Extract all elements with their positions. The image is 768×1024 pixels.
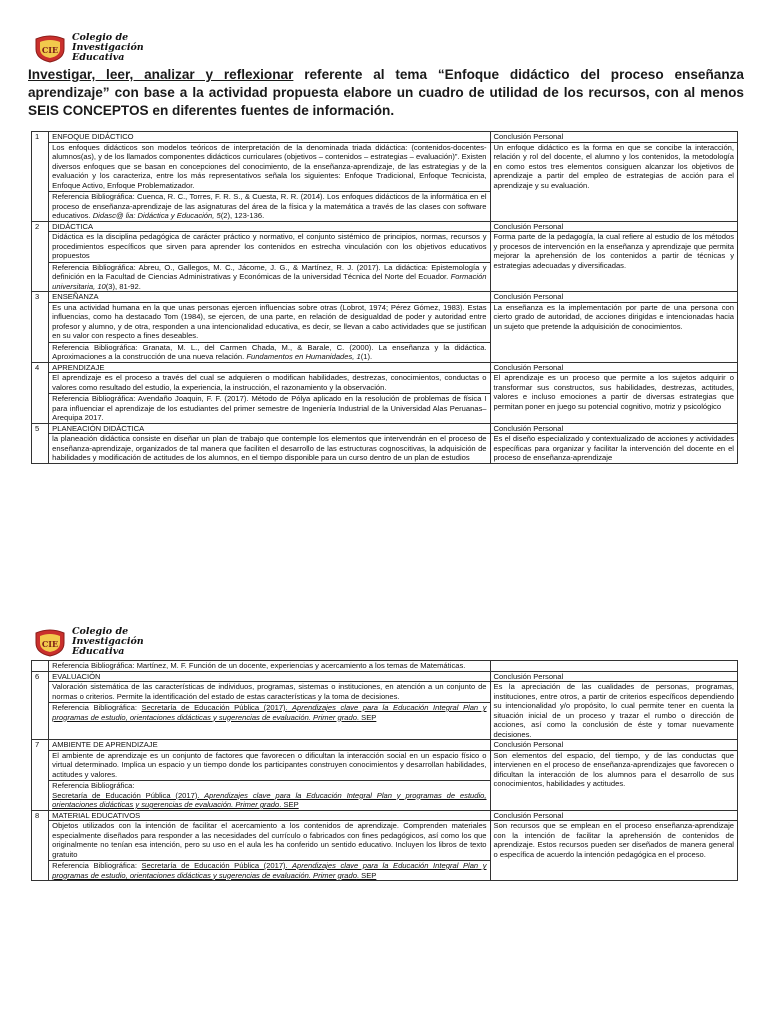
table-row [32, 434, 738, 464]
reference-link[interactable]: Secretaría de Educación Pública (2017). [141, 861, 288, 870]
reference: Referencia Bibliográfica: Secretaría de Educación Pública (2017). Aprendizajes clave para la Educación Integral Plan y programas de estudio, orientaciones didácticas y sugerencias de evaluación. Primer grado. SEP [49, 860, 489, 880]
seal-icon [32, 33, 68, 63]
school-logo [32, 33, 144, 63]
concept-definition: El aprendizaje es el proceso a través del cual se adquieren o modifican habilidades, destrezas, conocimientos, conductas o valores como resultado del estudio, la experiencia, la instrucción, el razonamiento y la observación. [52, 373, 487, 392]
concept-title: EVALUACIÓN [49, 671, 490, 682]
svg-text:CIE: CIE [41, 639, 59, 649]
concept-title: ENFOQUE DIDÁCTICO [49, 132, 490, 143]
table-row [32, 302, 738, 362]
logo-line-3: Educativa [72, 646, 125, 657]
conclusion-text: El aprendizaje es un proceso que permite a los sujetos adquirir o transformar sus constructos, sus habilidades, destrezas, actitudes, valores e incluso emociones a partir de diversas estrategias que permitan poner en juego su potencial cognitivo, motriz y psicológico [490, 373, 737, 424]
concept-title: MATERIAL EDUCATIVOS [49, 810, 490, 821]
table-row [32, 362, 738, 373]
concept-definition: Valoración sistemática de las características de individuos, programas, sistemas o instituciones, en atención a un conjunto de normas o criterios. Permite la identificación del estado de estas características y la toma de decisiones. [52, 682, 487, 701]
table-row [32, 423, 738, 434]
table-row [32, 810, 738, 821]
concept-body [49, 373, 490, 424]
row-number: 3 [32, 292, 49, 363]
concept-title: PLANEACIÓN DIDÁCTICA [49, 423, 490, 434]
table-row [32, 750, 738, 810]
table-row [32, 682, 738, 740]
concept-definition: la planeación didáctica consiste en diseñar un plan de trabajo que contemple los elementos que intervendrán en el proceso de enseñanza-aprendizaje, organizados de tal manera que faciliten el desarrollo de las estructuras cognoscitivas, la adquisición de habilidades y modificación de actitudes de los alumnos, en el tiempo disponible para un curso dentro de un plan de estudios [49, 434, 490, 464]
reference: Referencia Bibliográfica: Cuenca, R. C., Torres, F. R. S., & Cuesta, R. R. (2014). Los enfoques didácticos de la informática en el proceso de enseñanza-aprendizaje de las asignaturas del área de la física y la matemática a través de las clases con software educativos. Didasc@ lia: Didáctica y Educación, 5(2), 123-136. [49, 191, 489, 221]
conclusion-label: Conclusión Personal [490, 292, 737, 303]
conclusion-label: Conclusión Personal [490, 671, 737, 682]
conclusion-text: Es la apreciación de las cualidades de personas, programas, instituciones, entre otros, a partir de criterios específicos dependiendo su intencionalidad y/o propósito, lo cual permite tener en cuenta la situación inicial de un proceso y trazar el rumbo o dirección de acciones, así como la conclusión de éste y tomar nuevamente decisiones. [490, 682, 737, 740]
conclusion-text: Son recursos que se emplean en el proceso enseñanza-aprendizaje con la intención de facilitar la aprehensión de contenidos de aprendizaje. Estos recursos pueden ser diseñados de manera general o específica de acuerdo la intención pedagógica en el proceso. [490, 821, 737, 881]
row-number: 4 [32, 362, 49, 423]
reference: Referencia Bibliográfica: Abreu, O., Gallegos, M. C., Jácome, J. G., & Martínez, R. J. (2017). La didáctica: Epistemología y definición en la Facultad de Ciencias Administrativas y Económicas de la universidad Técnica del Norte del Ecuador. Formación universitaria, 10(3), 81-92. [49, 262, 489, 292]
concept-body [49, 821, 490, 881]
logo-line-1: Colegio de [72, 32, 129, 43]
school-logo [32, 627, 144, 657]
reference: Referencia Bibliográfica: Secretaría de Educación Pública (2017). Aprendizajes clave para la Educación Integral Plan y programas de estudio, orientaciones didácticas y sugerencias de evaluación. Primer grado. SEP [49, 702, 489, 722]
conclusion-label: Conclusión Personal [490, 810, 737, 821]
table-row [32, 661, 738, 672]
reference: Referencia Bibliográfica: Secretaría de Educación Pública (2017). Aprendizajes clave para la Educación Integral Plan y programas de estudio, orientaciones didácticas y sugerencias de evaluación. Primer grado. SEP [49, 780, 489, 810]
table-row [32, 671, 738, 682]
row-number: 2 [32, 221, 49, 292]
table-row [32, 232, 738, 292]
heading-rest: referente al tema “Enfoque didáctico del proceso enseñanza aprendizaje” con base a la actividad propuesta elabore un cuadro de utilidad de los recursos, con al menos SEIS CONCEPTOS en diferentes fuentes de información. [28, 67, 744, 118]
concept-definition: Didáctica es la disciplina pedagógica de carácter práctico y normativo, el conjunto sistémico de principios, normas, recursos y procedimientos específicos que sirven para aprender los contenidos en estrecha vinculación con los objetivos educativos propuestos [52, 232, 487, 260]
row-number: 5 [32, 423, 49, 463]
reference: Referencia Bibliográfica: Granata, M. L., del Carmen Chada, M., & Barale, C. (2000). La enseñanza y la didáctica. Aproximaciones a la construcción de una nueva relación. Fundamentos en Humanidades, 1(1). [49, 342, 489, 362]
row-number: 6 [32, 671, 49, 740]
logo-line-1: Colegio de [72, 626, 129, 637]
assignment-heading [28, 66, 744, 120]
reference-link[interactable]: Secretaría de Educación Pública (2017). [141, 703, 288, 712]
conclusion-label: Conclusión Personal [490, 362, 737, 373]
conclusion-label: Conclusión Personal [490, 423, 737, 434]
table-row [32, 821, 738, 881]
table-row [32, 373, 738, 424]
conclusion-label: Conclusión Personal [490, 740, 737, 751]
table-row [32, 740, 738, 751]
concept-title: APRENDIZAJE [49, 362, 490, 373]
concept-body [49, 750, 490, 810]
logo-line-3: Educativa [72, 52, 125, 63]
concept-title: AMBIENTE DE APRENDIZAJE [49, 740, 490, 751]
concept-body [49, 142, 490, 221]
conclusion-label: Conclusión Personal [490, 221, 737, 232]
concept-definition: Los enfoques didácticos son modelos teóricos de interpretación de la denominada triada didáctica: (contenidos-docentes-alumnos(as), y de los llamados componentes didácticos curriculares (objetivos – contenidos – estrategias – evaluación)”. Existen diversos enfoques que se basan en concepciones del conocimiento, de la enseñanza-aprendizaje, de las estrategias y de la evaluación y los caracteriza, entre los más representativos señala los siguientes: Enfoque Tradicional, Enfoque Tecnicista, Enfoque Activo, Enfoque Problematizador. [52, 142, 487, 190]
reference: Referencia Bibliográfica: Avendaño Joaquin, F. F. (2017). Método de Pólya aplicado en la resolución de problemas de física I para influenciar el aprendizaje de los estudiantes del primer semestre de Ingeniería Industrial de la Universidad Alas Peruanas–Arequipa 2017. [49, 393, 489, 423]
concepts-table-page-2 [31, 660, 738, 881]
reference: Referencia Bibliográfica: Martínez, M. F. Función de un docente, experiencias y acercamiento a los temas de Matemáticas. [49, 661, 490, 672]
conclusion-text: La enseñanza es la implementación por parte de una persona con cierto grado de autoridad, de acciones dirigidas e intencionadas hacia un sujeto que pretende la adquisición de conocimientos. [490, 302, 737, 362]
reference-link[interactable]: Secretaría de Educación Pública (2017). [52, 790, 200, 800]
conclusion-text: Es el diseño especializado y contextualizado de acciones y actividades específicas para organizar y facilitar la intervención del docente en el proceso de enseñanza-aprendizaje [490, 434, 737, 464]
concept-title: DIDÁCTICA [49, 221, 490, 232]
seal-icon [32, 627, 68, 657]
table-row [32, 221, 738, 232]
concept-body [49, 232, 490, 292]
conclusion-label: Conclusión Personal [490, 132, 737, 143]
row-number: 7 [32, 740, 49, 811]
heading-underlined: Investigar, leer, analizar y reflexionar [28, 67, 294, 82]
table-row [32, 132, 738, 143]
svg-text:CIE: CIE [41, 45, 59, 55]
row-number: 8 [32, 810, 49, 881]
concept-definition: Objetos utilizados con la intención de facilitar el acercamiento a los contenidos de aprendizaje. Comprenden materiales especialmente diseñados para responder a las necesidades del currículo o fabricados con fines pedagógicos, así como los que originalmente no tenían esa intención, pero su uso en el aula les ha conferido un sentido educativo. Incluyen los libros de texto gratuito [52, 821, 487, 859]
concept-title: ENSEÑANZA [49, 292, 490, 303]
table-row [32, 142, 738, 221]
conclusion-text: Forma parte de la pedagogía, la cual refiere al estudio de los métodos y procesos de intervención en la enseñanza y aprendizaje que permita mejorar la aprehensión de los contenidos a partir de técnicas y estrategias adecuadas y diversificadas. [490, 232, 737, 292]
conclusion-text: Son elementos del espacio, del tiempo, y de las conductas que intervienen en el proceso de enseñanza-aprendizajes que favorecen o dificultan la interacción de los alumnos para el desarrollo de sus conocimientos, habilidades y actitudes. [490, 750, 737, 810]
concept-body [49, 682, 490, 740]
concepts-table-page-1 [31, 131, 738, 464]
concept-definition: El ambiente de aprendizaje es un conjunto de factores que favorecen o dificultan la interacción social en un espacio físico o virtual determinado. Implica un espacio y un tiempo donde los participantes construyen conocimientos y desarrollan habilidades, actitudes y valores. [52, 750, 487, 779]
table-row [32, 292, 738, 303]
conclusion-text: Un enfoque didáctico es la forma en que se concibe la interacción, relación y rol del docente, el alumno y los contenidos, la metodología en como estos tres elementos consiguen alcanzar los objetivos de aprendizaje a partir del empleo de estrategias de acción para el aprendizaje y su evaluación. [490, 142, 737, 221]
concept-definition: Es una actividad humana en la que unas personas ejercen influencias sobre otras (Lobrot, 1974; Pérez Gómez, 1983). Estas influencias, como ha destacado Tom (1984), se ejercen, de una parte, en relación de desigualdad de poder y autoridad entre profesor y alumno, y de otra, responden a una intencionalidad educativa, es decir, se llevan a cabo actividades que se justifican en su valor con respecto a fines deseables. [52, 302, 487, 340]
logo-line-2: Investigación [72, 636, 144, 647]
row-number: 1 [32, 132, 49, 222]
logo-line-2: Investigación [72, 42, 144, 53]
concept-body [49, 302, 490, 362]
page-2 [0, 585, 768, 1024]
